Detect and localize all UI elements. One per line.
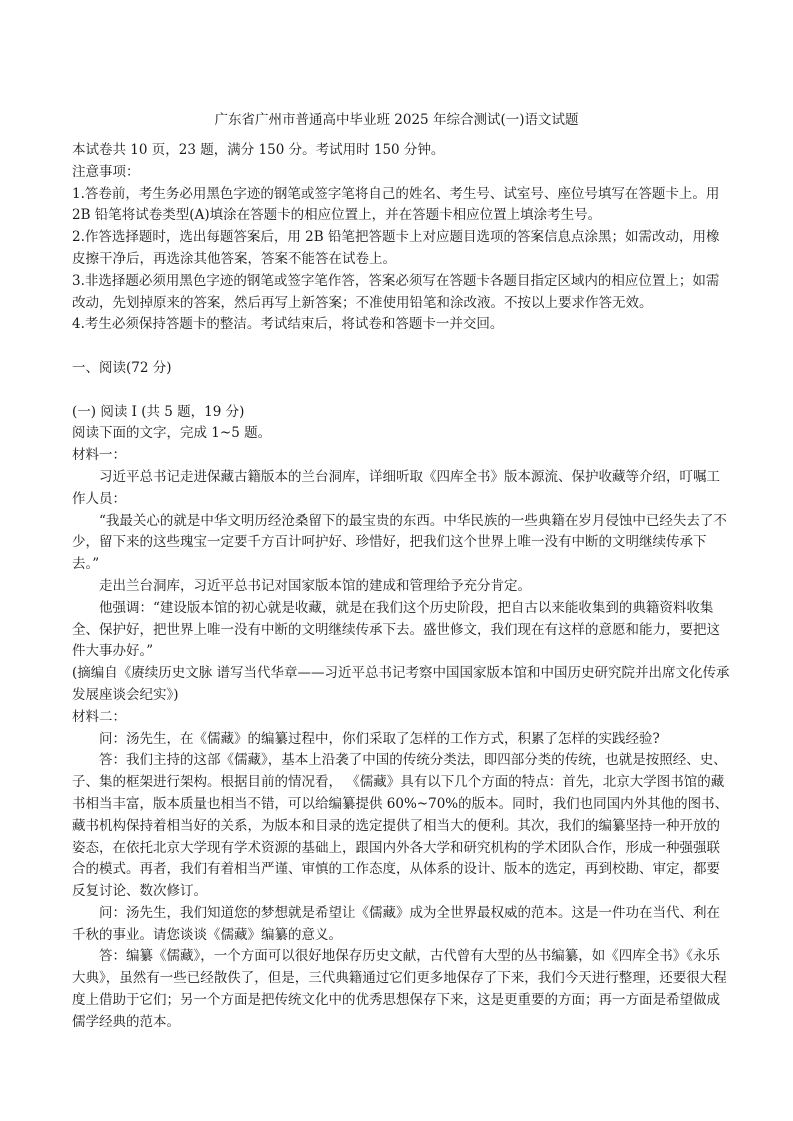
- section-heading: 一、阅读(72 分): [72, 359, 172, 376]
- material-paragraph: “我最关心的就是中华文明历经沧桑留下的最宝贵的东西。中华民族的一些典籍在岁月侵蚀中已经失去了不少，留下来的这些瑰宝一定要千方百计呵护好、珍惜好，把我们这个世界上唯一没有中断的文明继续传承下去。”: [72, 512, 727, 573]
- reading-instruction: 阅读下面的文字，完成 1~5 题。: [72, 425, 272, 442]
- material-paragraph: 答：编纂《儒藏》，一个方面可以很好地保存历史文献，古代曾有大型的丛书编纂，如《四库全书》《永乐大典》，虽然有一些已经散佚了，但是，三代典籍通过它们更多地保存了下来，我们今天进行整理，还要很大程度上借助于它们；另一个方面是把传统文化中的优秀思想保存下来，这是更重要的方面；再一方面是希望做成儒学经典的范本。: [72, 948, 727, 1030]
- note-item: 2.作答选择题时，选出每题答案后，用 2B 铅笔把答题卡上对应题目选项的答案信息点涂黑；如需改动，用橡皮擦干净后，再选涂其他答案，答案不能答在试卷上。: [72, 229, 720, 267]
- exam-intro: 本试卷共 10 页，23 题，满分 150 分。考试用时 150 分钟。: [72, 142, 445, 158]
- note-item: 3.非选择题必须用黑色字迹的钢笔或签字笔作答，答案必须写在答题卡各题目指定区域内的相应位置上；如需改动，先划掉原来的答案，然后再写上新答案；不准使用铅笔和涂改液。不按以上要求作答无效。: [72, 272, 720, 311]
- exam-title: 广东省广州市普通高中毕业班 2025 年综合测试(一)语文试题: [214, 112, 579, 128]
- material-paragraph: 问：汤先生，在《儒藏》的编纂过程中，你们采取了怎样的工作方式，积累了怎样的实践经验?: [99, 730, 660, 747]
- material-paragraph: 问：汤先生，我们知道您的梦想就是希望让《儒藏》成为全世界最权威的范本。这是一件功在当代、利在千秋的事业。请您谈谈《儒藏》编纂的意义。: [72, 904, 720, 943]
- material-paragraph: 答：我们主持的这部《儒藏》，基本上沿袭了中国的传统分类法，即四部分类的传统，也就是按照经、史、子、集的框架进行架构。根据目前的情况看， 《儒藏》具有以下几个方面的特点：首先，北京大学图书馆的藏书相当丰富，版本质量也相当不错，可以给编纂提供 60%~70%的版本。同时，我们也同国内外其他的图书、藏书机构保持着相当好的关系，为版本和目录的选定提供了相当大的便利。其次，我们的编纂坚持一种开放的姿态，在依托北京大学现有学术资源的基础上，跟国内外各大学和研究机构的学术团队合作，形成一种强强联合的模式。再者，我们有着相当严谨、审慎的工作态度，从体系的设计、版本的选定，再到校勘、审定，都要反复讨论、数次修订。: [72, 752, 729, 900]
- exam-body: [72, 140, 732, 1034]
- notes-heading: 注意事项：: [72, 163, 140, 180]
- material-paragraph: 走出兰台洞库，习近平总书记对国家版本馆的建成和管理给予充分肯定。: [99, 577, 531, 594]
- note-item: 4.考生必须保持答题卡的整洁。考试结束后，将试卷和答题卡一并交回。: [72, 316, 504, 333]
- subsection-heading: (一) 阅读 I (共 5 题，19 分): [72, 403, 245, 420]
- note-item: 1.答卷前，考生务必用黑色字迹的钢笔或签字笔将自己的姓名、考生号、试室号、座位号填写在答题卡上。用 2B 铅笔将试卷类型(A)填涂在答题卡的相应位置上，并在答题卡相应位置上填涂考生号。: [72, 185, 720, 224]
- material-paragraph: 习近平总书记走进保藏古籍版本的兰台洞库，详细听取《四库全书》版本源流、保护收藏等介绍，叮嘱工作人员：: [72, 468, 720, 507]
- material-source: (摘编自《赓续历史文脉 谱写当代华章——习近平总书记考察中国国家版本馆和中国历史研究院并出席文化传承发展座谈会纪实》): [72, 665, 730, 703]
- material-paragraph: 他强调：“建设版本馆的初心就是收藏，就是在我们这个历史阶段，把自古以来能收集到的典籍资料收集全、保护好，把世界上唯一没有中断的文明继续传承下去。盛世修文，我们现在有这样的意愿和能力，要把这件大事办好。”: [72, 599, 720, 660]
- material-label: 材料二：: [72, 708, 126, 725]
- material-label: 材料一：: [72, 447, 126, 464]
